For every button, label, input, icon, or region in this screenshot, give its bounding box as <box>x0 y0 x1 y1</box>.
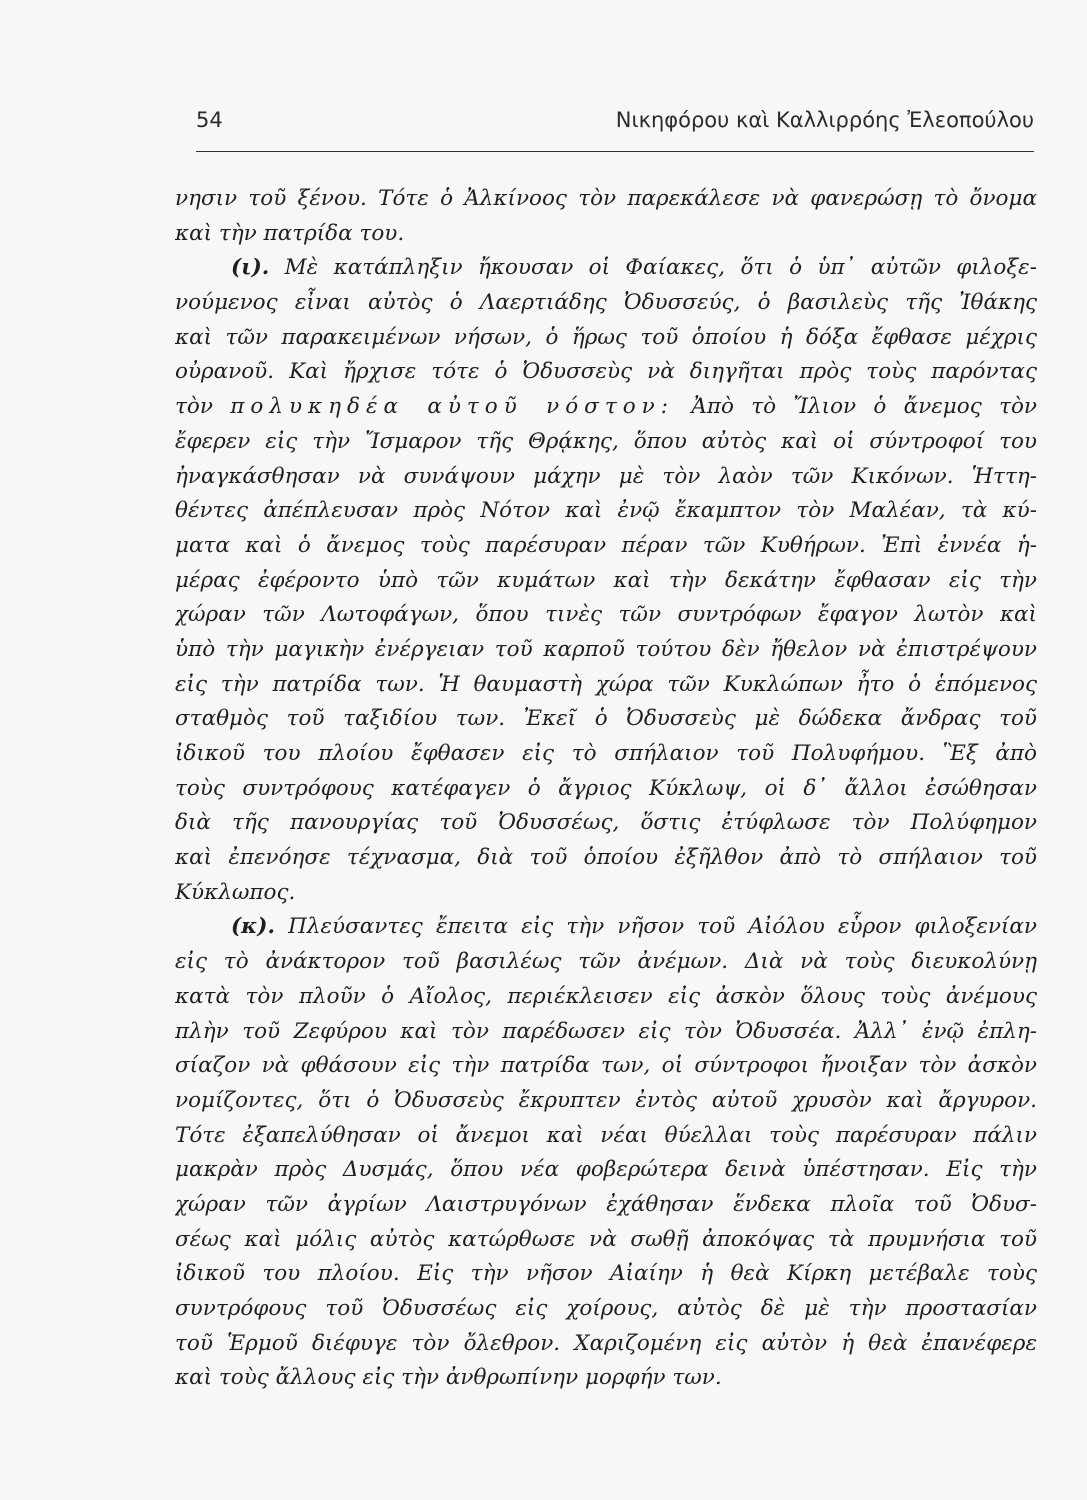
text-line: μακρὰν πρὸς Δυσμάς, ὅπου νέα φοβερώτερα δεινὰ ὑπέστησαν. Εἰς τὴν <box>175 1157 1037 1183</box>
text-line: καὶ τὴν πατρίδα του. <box>175 220 405 246</box>
text-line: ὑπὸ τὴν μαγικὴν ἐνέργειαν τοῦ καρποῦ τούτου δὲν ἤθελον νὰ ἐπιστρέψουν <box>175 636 1037 662</box>
text-line: πλὴν τοῦ Ζεφύρου καὶ τὸν παρέδωσεν εἰς τὸν Ὀδυσσέα. Ἀλλ᾿ ἐνῷ ἐπλη- <box>175 1018 1037 1044</box>
page-header <box>196 104 1034 140</box>
running-title: Νικηφόρου καὶ Καλλιρρόης Ἐλεοπούλου <box>615 108 1034 132</box>
text-line: χώραν τῶν Λωτοφάγων, ὅπου τινὲς τῶν συντρόφων ἔφαγον λωτὸν καὶ <box>175 602 1037 628</box>
text-line: νομίζοντες, ὅτι ὁ Ὀδυσσεὺς ἔκρυπτεν ἐντὸς αὐτοῦ χρυσὸν καὶ ἄργυρον. <box>175 1087 1037 1113</box>
section-label: (κ). <box>231 914 275 940</box>
text-line: εἰς τὸ ἀνάκτορον τοῦ βασιλέως τῶν ἀνέμων. Διὰ νὰ τοὺς διευκολύνῃ <box>175 949 1037 975</box>
text-line: συντρόφους τοῦ Ὀδυσσέως εἰς χοίρους, αὐτὸς δὲ μὲ τὴν προστασίαν <box>175 1296 1037 1321</box>
text-line: τὸν πολυκηδέα αὐτοῦ νόστον: Ἀπὸ τὸ Ἴλιον ὁ ἄνεμος τὸν <box>175 394 1037 420</box>
spaced-phrase: πολυκηδέα αὐτοῦ νόστον: <box>230 394 674 420</box>
text-line: καὶ τῶν παρακειμένων νήσων, ὁ ἥρως τοῦ ὁποίου ἡ δόξα ἔφθασε μέχρις <box>175 324 1037 350</box>
text-line: ἠναγκάσθησαν νὰ συνάψουν μάχην μὲ τὸν λαὸν τῶν Κικόνων. Ἡττη- <box>175 463 1037 489</box>
body-text <box>175 182 1037 1396</box>
text-line: σέως καὶ μόλις αὐτὸς κατώρθωσε νὰ σωθῇ ἀποκόψας τὰ πρυμνήσια τοῦ <box>175 1226 1037 1252</box>
text-line: Τότε ἐξαπελύθησαν οἱ ἄνεμοι καὶ νέαι θύελλαι τοὺς παρέσυραν πάλιν <box>175 1122 1037 1148</box>
text-line: οὐρανοῦ. Καὶ ἤρχισε τότε ὁ Ὀδυσσεὺς νὰ διηγῆται πρὸς τοὺς παρόντας <box>175 359 1037 385</box>
text-line: κατὰ τὸν πλοῦν ὁ Αἴολος, περιέκλεισεν εἰς ἀσκὸν ὅλους τοὺς ἀνέμους <box>175 983 1037 1009</box>
text-line: θέντες ἀπέπλευσαν πρὸς Νότον καὶ ἐνῷ ἔκαμπτον τὸν Μαλέαν, τὰ κύ- <box>175 498 1037 524</box>
text-line: χώραν τῶν ἀγρίων Λαιστρυγόνων ἐχάθησαν ἕνδεκα πλοῖα τοῦ Ὀδυσ- <box>175 1191 1037 1217</box>
page-number: 54 <box>196 108 223 132</box>
text-line: ἰδικοῦ του πλοίου. Εἰς τὴν νῆσον Αἰαίην ἡ θεὰ Κίρκη μετέβαλε τοὺς <box>175 1261 1037 1287</box>
text-line: μέρας ἐφέροντο ὑπὸ τῶν κυμάτων καὶ τὴν δεκάτην ἔφθασαν εἰς τὴν <box>175 567 1037 593</box>
text-line: διὰ τῆς πανουργίας τοῦ Ὀδυσσέως, ὅστις ἐτύφλωσε τὸν Πολύφημον <box>175 810 1037 836</box>
text-line: (κ). Πλεύσαντες ἔπειτα εἰς τὴν νῆσον τοῦ Αἰόλου εὗρον φιλοξενίαν <box>231 914 1037 940</box>
text-line: Κύκλωπος. <box>175 879 296 905</box>
text-line: νούμενος εἶναι αὐτὸς ὁ Λαερτιάδης Ὀδυσσεύς, ὁ βασιλεὺς τῆς Ἰθάκης <box>175 290 1037 316</box>
header-rule <box>196 151 1034 152</box>
text-line: (ι). Μὲ κατάπληξιν ἤκουσαν οἱ Φαίακες, ὅτι ὁ ὑπ᾿ αὐτῶν φιλοξε- <box>231 255 1037 281</box>
text-line: σίαζον νὰ φθάσουν εἰς τὴν πατρίδα των, οἱ σύντροφοι ἤνοιξαν τὸν ἀσκὸν <box>175 1053 1037 1079</box>
section-label: (ι). <box>231 255 270 281</box>
text-line: νησιν τοῦ ξένου. Τότε ὁ Ἀλκίνοος τὸν παρεκάλεσε νὰ φανερώσῃ τὸ ὄνομα <box>175 186 1037 211</box>
text-line: εἰς τὴν πατρίδα των. Ἡ θαυμαστὴ χώρα τῶν Κυκλώπων ἦτο ὁ ἑπόμενος <box>175 671 1037 697</box>
text-line: τοῦ Ἑρμοῦ διέφυγε τὸν ὄλεθρον. Χαριζομένη εἰς αὐτὸν ἡ θεὰ ἐπανέφερε <box>175 1330 1037 1356</box>
text-line: σταθμὸς τοῦ ταξιδίου των. Ἐκεῖ ὁ Ὀδυσσεὺς μὲ δώδεκα ἄνδρας τοῦ <box>175 706 1037 732</box>
text-line: ἰδικοῦ του πλοίου ἔφθασεν εἰς τὸ σπήλαιον τοῦ Πολυφήμου. Ἓξ ἀπὸ <box>175 741 1037 766</box>
text-line: καὶ ἐπενόησε τέχνασμα, διὰ τοῦ ὁποίου ἐξῆλθον ἀπὸ τὸ σπήλαιον τοῦ <box>175 845 1037 871</box>
text-line: καὶ τοὺς ἄλλους εἰς τὴν ἀνθρωπίνην μορφήν των. <box>175 1365 722 1391</box>
text-line: ματα καὶ ὁ ἄνεμος τοὺς παρέσυραν πέραν τῶν Κυθήρων. Ἐπὶ ἐννέα ἡ- <box>175 532 1037 558</box>
text-line: ἔφερεν εἰς τὴν Ἴσμαρον τῆς Θρᾴκης, ὅπου αὐτὸς καὶ οἱ σύντροφοί του <box>175 428 1037 454</box>
text-line: τοὺς συντρόφους κατέφαγεν ὁ ἄγριος Κύκλωψ, οἱ δ᾿ ἄλλοι ἐσώθησαν <box>175 775 1037 801</box>
